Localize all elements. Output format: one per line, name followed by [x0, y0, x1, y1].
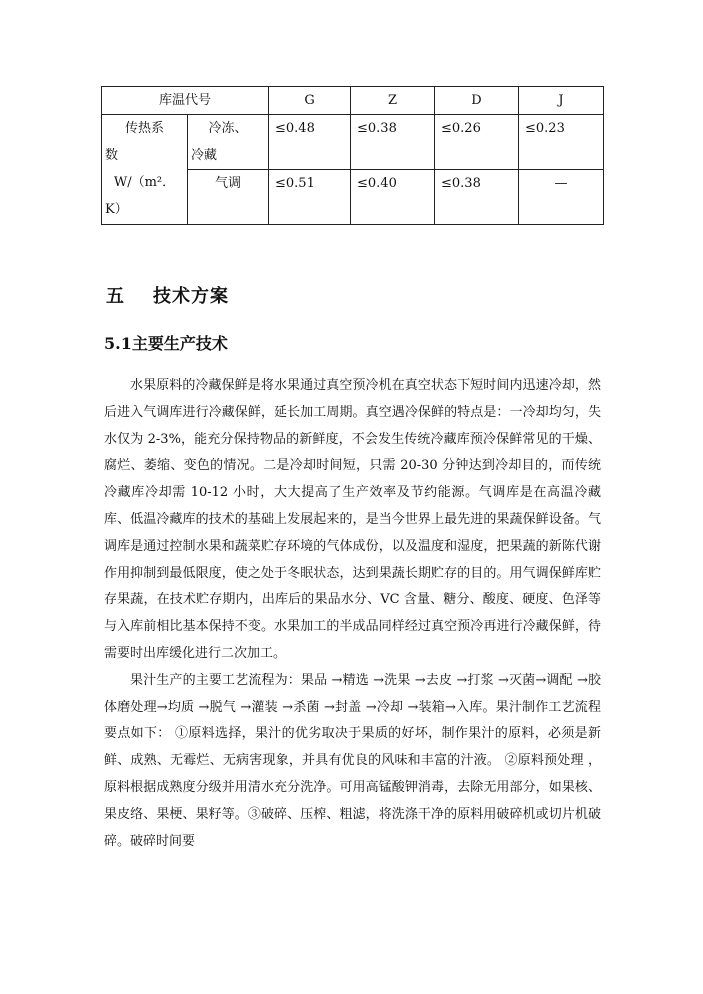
table-cell: ≤0.26: [435, 115, 519, 170]
group-label-line: K）: [105, 202, 128, 217]
group-label-line: 传热系: [124, 121, 164, 136]
table-cell: ≤0.38: [351, 115, 435, 170]
group-label-line: W/（m²．: [113, 175, 176, 190]
subsection-title: 主要生产技术: [131, 334, 228, 353]
paragraph: 果汁生产的主要工艺流程为：果品 →精选 →洗果 →去皮 →打浆 →灭菌→调配 →胶体磨处理→均质 →脱气 →灌装 →杀菌 →封盖 →冷却 →装箱→入库。果汁制作工艺流程要点如下： ①原料选择，果汁的优劣取决于果质的好坏，制作果汁的原料，必须是新鲜、成熟、无霉烂、无病害现象，并具有优良的风味和丰富的汁液。 ②原料预处理 ，原料根据成熟度分级并用清水充分洗净。可用高锰酸钾消毒，去除无用部分，如果核、果皮络、果梗、果籽等。③破碎、压榨、粗滤，将洗涤干净的原料用破碎机或切片机破碎。破碎时间要: [104, 672, 601, 849]
section-heading: [106, 282, 229, 308]
table-cell: ≤0.51: [269, 170, 351, 225]
row-label-line: 冷藏: [191, 148, 218, 163]
table-row-label: 气调: [188, 170, 269, 225]
table-header-label: 库温代号: [102, 87, 269, 115]
table-header-col: G: [269, 87, 351, 115]
table-row: [102, 115, 604, 170]
body-text: [104, 373, 601, 855]
group-label-line: 数: [105, 148, 119, 163]
section-number: 五: [106, 286, 125, 307]
table-header-col: J: [519, 87, 604, 115]
subsection-number: 5.1: [104, 334, 132, 353]
table-cell: ≤0.23: [519, 115, 604, 170]
table-header-col: D: [435, 87, 519, 115]
subsection-heading: [104, 331, 228, 354]
paragraph: 水果原料的冷藏保鲜是将水果通过真空预冷机在真空状态下短时间内迅速冷却，然后进入气调库进行冷藏保鲜，延长加工周期。真空遇冷保鲜的特点是：一冷却均匀，失水仅为 2-3%，能充分保持物品的新鲜度，不会发生传统冷藏库预冷保鲜常见的干燥、腐烂、萎缩、变色的情况。二是冷却时间短，只需 20-30 分钟达到冷却目的，而传统冷藏库冷却需 10-12 小时，大大提高了生产效率及节约能源。气调库是在高温冷藏库、低温冷藏库的技术的基础上发展起来的，是当今世界上最先进的果蔬保鲜设备。气调库是通过控制水果和蔬菜贮存环境的气体成份，以及温度和湿度，把果蔬的新陈代谢作用抑制到最低限度，使之处于冬眠状态，达到果蔬长期贮存的目的。用气调保鲜库贮存果蔬，在技术贮存期内，出库后的果品水分、VC 含量、糖分、酸度、硬度、色泽等与入库前相比基本保持不变。水果加工的半成品同样经过真空预冷再进行冷藏保鲜，待需要时出库缓化进行二次加工。: [104, 378, 601, 661]
storage-spec-table: [101, 86, 604, 225]
row-label-line: 冷冻、: [208, 121, 248, 136]
table-cell: ≤0.48: [269, 115, 351, 170]
section-title: 技术方案: [153, 286, 229, 307]
table-cell: ≤0.40: [351, 170, 435, 225]
table-group-label: [102, 115, 188, 225]
table-cell: ≤0.38: [435, 170, 519, 225]
table-row-label: [188, 115, 269, 170]
table-cell: —: [519, 170, 604, 225]
table-header-col: Z: [351, 87, 435, 115]
table-header-row: [102, 87, 604, 115]
